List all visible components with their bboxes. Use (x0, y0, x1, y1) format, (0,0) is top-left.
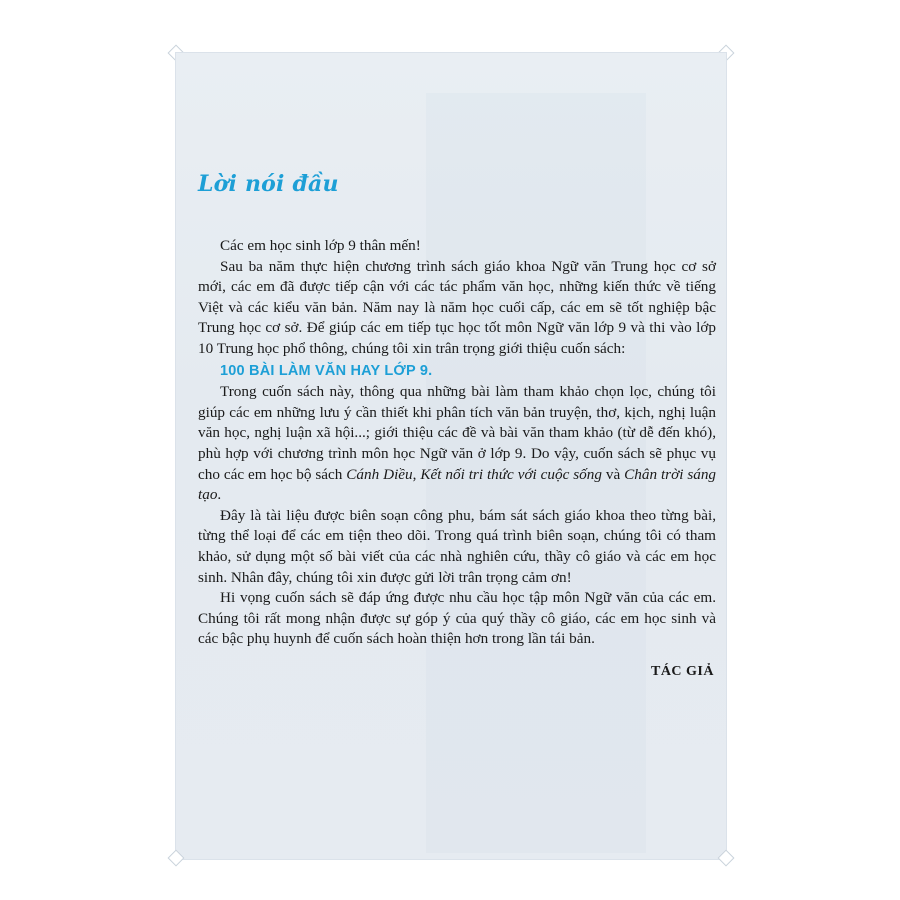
series-separator: , (412, 465, 421, 483)
series-separator: và (601, 465, 625, 483)
preface-paragraph-1: Sau ba năm thực hiện chương trình sách giáo khoa Ngữ văn Trung học cơ sở mới, các em đã được tiếp cận với các tác phẩm văn học, những kiến thức về tiếng Việt và các kiểu văn bản. Năm nay là năm học cuối cấp, các em sẽ tốt nghiệp bậc Trung học cơ sở. Để giúp các em tiếp tục học tốt môn Ngữ văn lớp 9 và thi vào lớp 10 Trung học phổ thông, chúng tôi xin trân trọng giới thiệu cuốn sách: (198, 257, 716, 357)
paragraph-2-end: . (217, 486, 222, 504)
greeting-line: Các em học sinh lớp 9 thân mến! (220, 237, 421, 254)
series-name-canh-dieu: Cánh Diều (346, 465, 413, 483)
preface-paragraph-2 (198, 382, 716, 506)
series-name-chan-troi: Chân trời sáng tạo (198, 465, 717, 504)
book-title: 100 BÀI LÀM VĂN HAY LỚP 9. (220, 362, 433, 379)
preface-body (198, 236, 716, 682)
preface-paragraph-4: Hi vọng cuốn sách sẽ đáp ứng được nhu cầu học tập môn Ngữ văn của các em. Chúng tôi rất mong nhận được sự góp ý của quý thầy cô giáo, các em học sinh và các bậc phụ huynh để cuốn sách hoàn thiện hơn trong lần tái bản. (198, 589, 716, 648)
preface-paragraph-3: Đây là tài liệu được biên soạn công phu, bám sát sách giáo khoa theo từng bài, từng thể loại để các em tiện theo dõi. Trong quá trình biên soạn, chúng tôi có tham khảo, sử dụng một số bài viết của các nhà nghiên cứu, thầy cô giáo và các em học sinh. Nhân đây, chúng tôi xin được gửi lời trân trọng cảm ơn! (198, 506, 716, 586)
series-name-ket-noi: Kết nối tri thức với cuộc sống (420, 465, 602, 483)
book-page (176, 53, 726, 859)
page-heading: Lời nói đầu (198, 171, 339, 197)
paragraph-2-text: Trong cuốn sách này, thông qua những bài làm tham khảo chọn lọc, chúng tôi giúp các em những lưu ý cần thiết khi phân tích văn bản truyện, thơ, kịch, nghị luận văn học, nghị luận xã hội...; giới thiệu các đề và bài văn tham khảo (từ dễ đến khó), phù hợp với chương trình môn học Ngữ văn ở lớp 9. Do vậy, cuốn sách sẽ phục vụ cho các em học bộ sách (198, 383, 716, 483)
author-signature: TÁC GIẢ (650, 663, 714, 679)
